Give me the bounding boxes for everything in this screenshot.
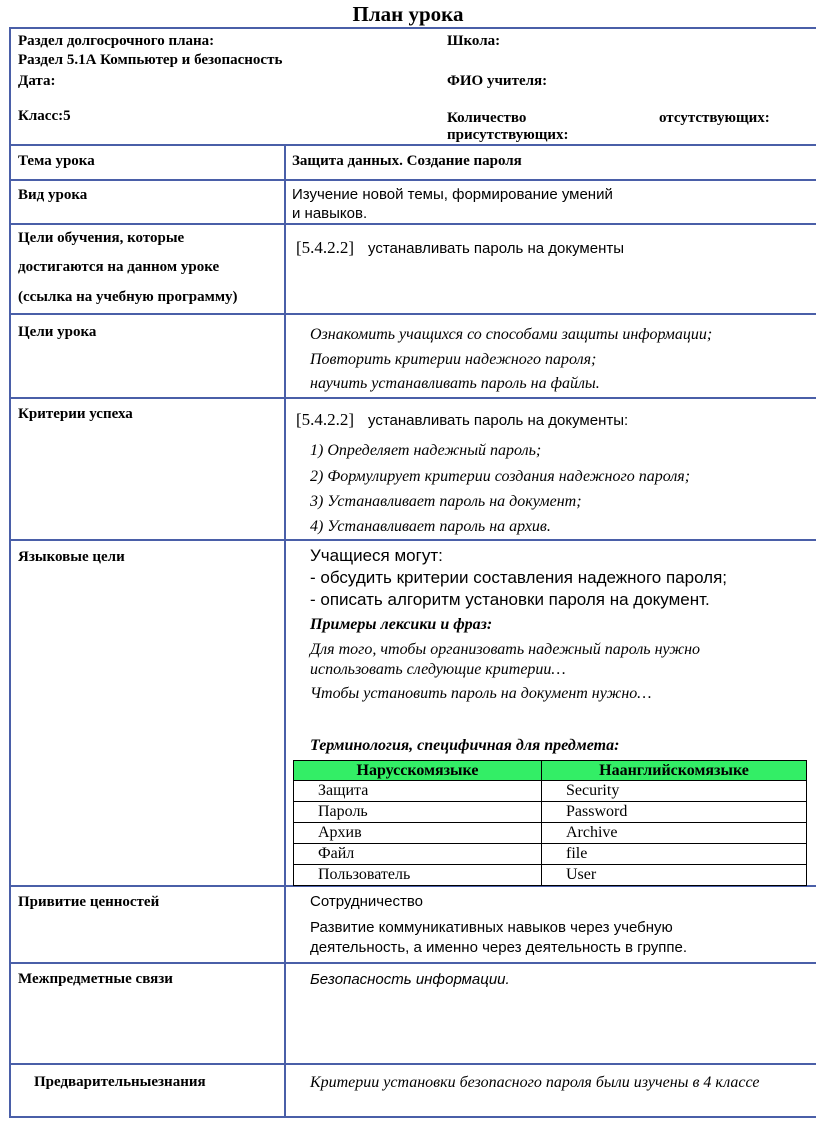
column-divider	[284, 144, 286, 1118]
long-term-plan-section: Раздел долгосрочного плана:	[18, 33, 215, 49]
absent-word: отсутствующих:	[659, 110, 770, 126]
topic-value: Защита данных. Создание пароля	[292, 153, 522, 169]
term-russian: Защита	[294, 781, 542, 802]
term-english: Password	[542, 802, 807, 823]
table-row	[294, 802, 807, 823]
criteria-code: [5.4.2.2]	[296, 410, 355, 429]
teacher-label: ФИО учителя:	[447, 73, 548, 89]
criteria-item: 1) Определяет надежный пароль;	[310, 442, 542, 459]
objectives-label: (ссылка на учебную программу)	[18, 289, 238, 305]
present-label: присутствующих:	[447, 127, 569, 143]
table-border-bottom	[9, 1116, 816, 1118]
criteria-item: 3) Устанавливает пароль на документ;	[310, 493, 582, 510]
table-row	[294, 844, 807, 865]
terms-header-english: Наанглийскомязыке	[542, 761, 807, 781]
terms-title: Терминология, специфичная для предмета:	[310, 737, 620, 754]
term-english: file	[542, 844, 807, 865]
term-english: User	[542, 865, 807, 886]
examples-title: Примеры лексики и фраз:	[310, 616, 493, 633]
values-label: Привитие ценностей	[18, 894, 160, 910]
objectives-label: достигаются на данном уроке	[18, 259, 220, 275]
term-russian: Пароль	[294, 802, 542, 823]
row-divider	[9, 179, 816, 181]
page-title: План урока	[352, 2, 464, 26]
objectives-text: устанавливать пароль на документы	[368, 240, 625, 257]
language-intro-line: - обсудить критерии составления надежного пароля;	[310, 568, 728, 587]
row-divider	[9, 313, 816, 315]
term-russian: Архив	[294, 823, 542, 844]
terminology-table	[293, 760, 807, 886]
date-label: Дата:	[18, 73, 56, 89]
values-line: Сотрудничество	[310, 893, 423, 910]
row-divider	[9, 144, 816, 146]
values-line: деятельность, а именно через деятельность в группе.	[310, 939, 687, 956]
absent-count-label: Количество	[447, 110, 527, 126]
lesson-type-line: Изучение новой темы, формирование умений	[292, 186, 613, 203]
criteria-item: 2) Формулирует критерии создания надежного пароля;	[310, 468, 691, 485]
cross-links-text: Безопасность информации.	[310, 971, 510, 988]
table-row	[294, 865, 807, 886]
term-english: Archive	[542, 823, 807, 844]
goal-line: научить устанавливать пароль на файлы.	[310, 375, 600, 392]
table-border-top	[9, 27, 816, 29]
term-english: Security	[542, 781, 807, 802]
criteria-item: 4) Устанавливает пароль на архив.	[310, 518, 551, 535]
class-label: Класс:5	[18, 108, 71, 124]
terminology-header-row	[294, 761, 807, 781]
topic-label: Тема урока	[18, 153, 95, 169]
language-intro-line: Учащиеся могут:	[310, 546, 443, 565]
row-divider	[9, 539, 816, 541]
lesson-type-line: и навыков.	[292, 205, 368, 222]
language-label: Языковые цели	[18, 549, 125, 565]
cross-links-label: Межпредметные связи	[18, 971, 173, 987]
term-russian: Файл	[294, 844, 542, 865]
criteria-label: Критерии успеха	[18, 406, 133, 422]
school-label: Школа:	[447, 33, 501, 49]
row-divider	[9, 962, 816, 964]
prior-knowledge-label: Предварительныезнания	[34, 1074, 206, 1090]
goal-line: Повторить критерии надежного пароля;	[310, 351, 597, 368]
goals-label: Цели урока	[18, 324, 97, 340]
table-border-left	[9, 27, 11, 1118]
terms-header-russian: Нарусскомязыке	[294, 761, 542, 781]
prior-knowledge-text: Критерии установки безопасного пароля были изучены в 4 классе	[310, 1074, 760, 1091]
row-divider	[9, 397, 816, 399]
unit-section: Раздел 5.1А Компьютер и безопасность	[18, 52, 283, 68]
objectives-code: [5.4.2.2]	[296, 238, 355, 257]
example-line: Для того, чтобы организовать надежный пароль нужно	[310, 641, 701, 658]
objectives-label: Цели обучения, которые	[18, 230, 185, 246]
row-divider	[9, 1063, 816, 1065]
example-line: Чтобы установить пароль на документ нужно…	[310, 685, 652, 702]
example-line: использовать следующие критерии…	[310, 661, 566, 678]
criteria-text: устанавливать пароль на документы:	[368, 412, 629, 429]
table-row	[294, 823, 807, 844]
row-divider	[9, 223, 816, 225]
lesson-type-label: Вид урока	[18, 187, 88, 203]
term-russian: Пользователь	[294, 865, 542, 886]
goal-line: Ознакомить учащихся со способами защиты информации;	[310, 326, 713, 343]
values-line: Развитие коммуникативных навыков через учебную	[310, 919, 673, 936]
table-row	[294, 781, 807, 802]
language-intro-line: - описать алгоритм установки пароля на документ.	[310, 590, 710, 609]
